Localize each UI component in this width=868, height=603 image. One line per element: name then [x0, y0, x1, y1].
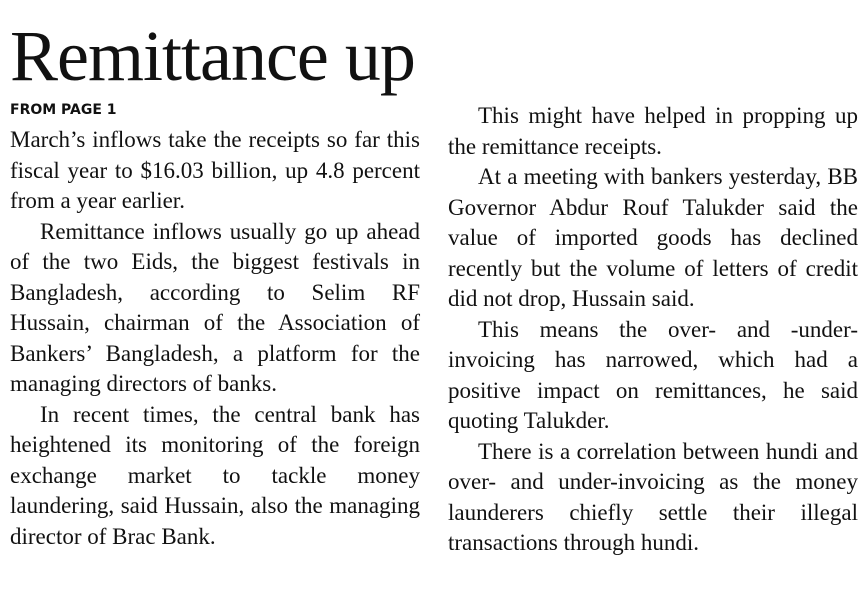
paragraph: In recent times, the central bank has heightened its monitoring of the foreign exchange market to tackle money laundering, said Hussain, also the managing director of Brac Bank.: [10, 401, 420, 549]
paragraph: Remittance inflows usually go up ahead of the two Eids, the biggest festivals in Bangladesh, according to Selim RF Hussain, chairman of the Association of Bankers’ Bangladesh, a platform for the managing directors of banks.: [10, 218, 420, 396]
paragraph: March’s inflows take the receipts so far this fiscal year to $16.03 billion, up 4.8 percent from a year earlier.: [10, 127, 420, 213]
left-column: [10, 125, 420, 552]
headline: Remittance up: [10, 16, 415, 96]
paragraph: There is a correlation between hundi and over- and under-invoicing as the money launderers chiefly settle their illegal transactions through hundi.: [448, 438, 858, 555]
jump-label: FROM PAGE 1: [10, 102, 117, 118]
right-column: [448, 101, 858, 559]
paragraph: This might have helped in propping up the remittance receipts.: [448, 103, 858, 159]
paragraph: At a meeting with bankers yesterday, BB Governor Abdur Rouf Talukder said the value of imported goods has declined recently but the volume of letters of credit did not drop, Hussain said.: [448, 164, 858, 311]
paragraph: This means the over- and -under-invoicing has narrowed, which had a positive impact on remittances, he said quoting Talukder.: [448, 316, 858, 433]
